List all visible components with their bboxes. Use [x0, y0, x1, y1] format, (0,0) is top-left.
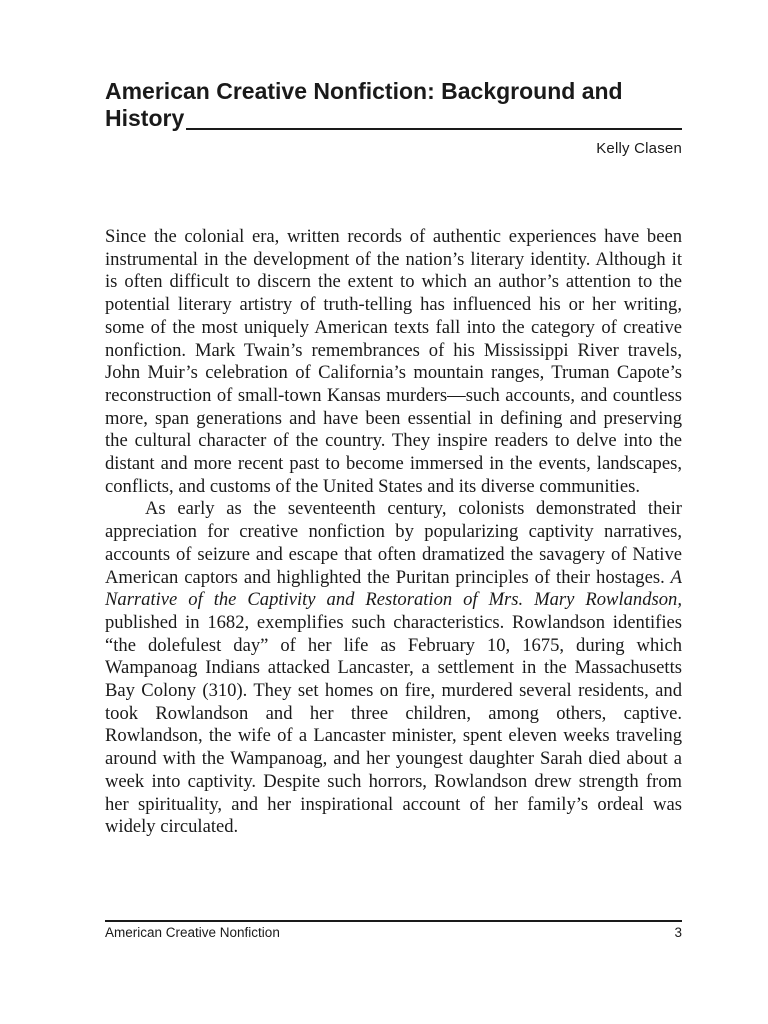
paragraph-2: [105, 498, 682, 839]
paragraph-2-start: As early as the seventeenth century, colonists demonstrated their appreciation for creative nonfiction by popularizing captivity narratives, accounts of seizure and escape that often dramatized the savagery of Native American captors and highlighted the Puritan principles of their hostages.: [105, 498, 682, 588]
author-name: Kelly Clasen: [596, 140, 682, 157]
title-line-2-container: [105, 105, 682, 132]
page-footer: [105, 920, 682, 940]
book-title-italic: A Narrative of the Captivity and Restoration of Mrs. Mary Rowlandson,: [105, 566, 682, 611]
paragraph-1: Since the colonial era, written records of authentic experiences have been instrumental in the development of the nation’s literary identity. Although it is often difficult to discern the extent to which an author’s attention to the potential literary artistry of truth-telling has influenced his or her writing, some of the most uniquely American texts fall into the category of creative nonfiction. Mark Twain’s remembrances of his Mississippi River travels, John Muir’s celebration of California’s mountain ranges, Truman Capote’s reconstruction of small-town Kansas murders—such accounts, and countless more, span generations and have been essential in defining and preserving the cultural character of the country. They inspire readers to delve into the distant and more recent past to become immersed in the events, landscapes, conflicts, and customs of the United States and its diverse communities.: [105, 226, 682, 497]
paragraph-2-end: published in 1682, exemplifies such characteristics. Rowlandson identifies “the dolefulest day” of her life as February 10, 1675, during which Wampanoag Indians attacked Lancaster, a settlement in the Massachusetts Bay Colony (310). They set homes on fire, murdered several residents, and took Rowlandson and her three children, among others, captive. Rowlandson, the wife of a Lancaster minister, spent eleven weeks traveling around with the Wampanoag, and her youngest daughter Sarah died about a week into captivity. Despite such horrors, Rowlandson drew strength from her spirituality, and her inspirational account of her family’s ordeal was widely circulated.: [105, 611, 682, 838]
running-title: American Creative Nonfiction: [105, 925, 280, 940]
page-title: [105, 78, 682, 132]
title-line-1: American Creative Nonfiction: Background and: [105, 78, 623, 104]
title-line-2: History: [105, 105, 185, 131]
page-content: [105, 78, 682, 838]
title-rule: [186, 128, 682, 130]
body-text: [105, 226, 682, 839]
page-number: 3: [674, 925, 682, 940]
